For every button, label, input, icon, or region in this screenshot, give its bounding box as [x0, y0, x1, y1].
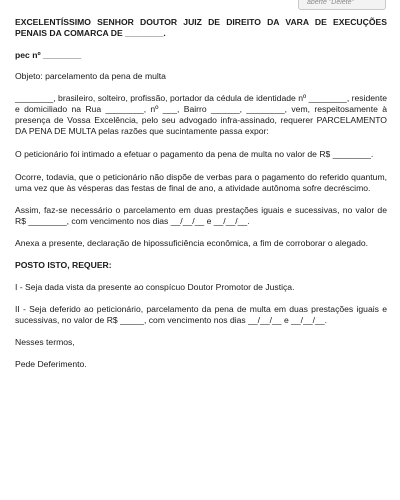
objeto-line: Objeto: parcelamento da pena de multa	[15, 71, 166, 81]
paragraph-installments: Assim, faz-se necessário o parcelamento em duas prestações iguais e sucessivas, no valor de R$ ________, com vencimento nos dias __/__/__ e __/__/__.	[15, 205, 387, 226]
delete-hint-tab	[298, 0, 386, 10]
requests-heading: POSTO ISTO, REQUER:	[15, 260, 112, 270]
request-item-1: I - Seja dada vista da presente ao conspícuo Doutor Promotor de Justiça.	[15, 282, 295, 292]
paragraph-justification: Ocorre, todavia, que o peticionário não dispõe de verbas para o pagamento do referido quantum, uma vez que às vésperas das festas de final de ano, a atividade autônoma sofre decréscimo.	[15, 172, 387, 193]
delete-hint-text: aberte "Delete"	[307, 0, 354, 6]
request-item-2: II - Seja deferido ao peticionário, parcelamento da pena de multa em duas prestações iguais e sucessivas, no valor de R$ _____, com vencimento nos dias __/__/__ e __/__/__.	[15, 304, 387, 325]
closing-request: Pede Deferimento.	[15, 359, 87, 369]
intro-paragraph: ________, brasileiro, solteiro, profissão, portador da cédula de identidade nº ________, residente e domiciliado na Rua ________, nº ___, Bairro ______, ________, vem, respeitosamente à presença de Vossa Excelência, pelo seu advogado infra-assinado, requerer PARCELAMENTO DA PENA DE MULTA pelas razões que sucintamente passa expor:	[15, 93, 387, 136]
pec-number: pec nº ________	[15, 50, 82, 60]
document-title: EXCELENTÍSSIMO SENHOR DOUTOR JUIZ DE DIREITO DA VARA DE EXECUÇÕES PENAIS DA COMARCA DE ________.	[15, 17, 387, 38]
closing-terms: Nesses termos,	[15, 337, 75, 347]
petition-document	[15, 17, 387, 370]
paragraph-annex: Anexa a presente, declaração de hipossuficiência econômica, a fim de corroborar o alegado.	[15, 238, 369, 248]
paragraph-intimation: O peticionário foi intimado a efetuar o pagamento da pena de multa no valor de R$ ________.	[15, 149, 374, 159]
